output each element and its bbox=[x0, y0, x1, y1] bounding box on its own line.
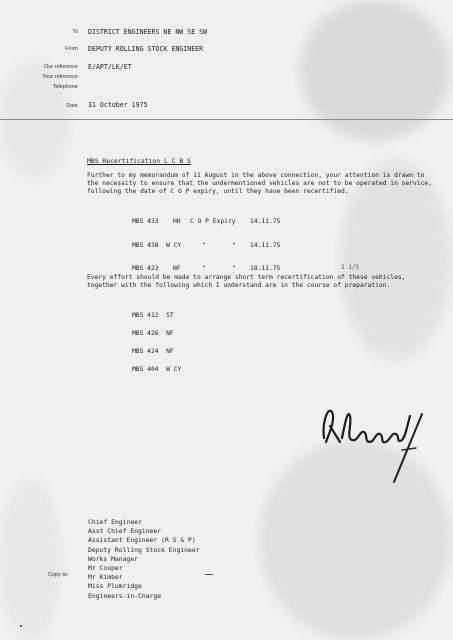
vehicle-depot: NF bbox=[166, 330, 174, 337]
signature-icon bbox=[318, 392, 430, 484]
pen-mark bbox=[205, 574, 213, 575]
our-reference-value: E/APT/LK/ET bbox=[88, 63, 132, 71]
vehicle-depot: W CY bbox=[166, 366, 182, 373]
scan-noise bbox=[0, 480, 60, 640]
list-item bbox=[132, 348, 181, 366]
list-item: Mr Kimber bbox=[88, 573, 123, 582]
handwritten-note: 2 1/5 bbox=[341, 264, 360, 271]
vehicle-id: MBS 423 bbox=[132, 265, 159, 272]
list-item: Engineers-in-Charge bbox=[88, 591, 162, 600]
vehicle-id: MBS 433 bbox=[132, 218, 159, 225]
expiry-date: 14.11.75 bbox=[250, 218, 281, 225]
paragraph-2: Every effort should be made to arrange short term recertification of these vehicles, together with the following which I understand are in the course of preparation. bbox=[87, 274, 406, 289]
vehicle-id: MBS 426 bbox=[132, 330, 159, 337]
paragraph-1: Further to my memorandum of 11 August in the above connection, your attention is drawn to the necessity to ensure that the undermentioned vehicles are not to be operated in service, following the date of C O P expiry, until they have been recertified. bbox=[87, 172, 432, 195]
vehicle-depot: NF bbox=[166, 348, 174, 355]
to-value: DISTRICT ENGINEERS NE NW SE SW bbox=[88, 28, 208, 36]
subject-line: MBS Recertification L C B S bbox=[87, 157, 191, 165]
list-item: Asst Chief Engineer bbox=[88, 527, 162, 536]
list-item: Deputy Rolling Stock Engineer bbox=[88, 545, 200, 554]
header-divider bbox=[0, 119, 453, 120]
our-reference-label: Our reference bbox=[44, 64, 78, 70]
cop-expiry-label: C O P Expiry bbox=[190, 218, 236, 225]
distribution-list bbox=[88, 518, 200, 601]
date-label: Date bbox=[66, 103, 78, 109]
list-item: Assistant Engineer (R S & P) bbox=[88, 536, 196, 545]
list-item bbox=[132, 330, 181, 348]
vehicle-recert-list bbox=[132, 312, 181, 384]
expiry-date: 18.11.75 bbox=[250, 265, 281, 272]
from-value: DEPUTY ROLLING STOCK ENGINEER bbox=[88, 45, 204, 53]
ditto-mark: " bbox=[202, 242, 206, 249]
your-reference-label: Your reference bbox=[42, 74, 78, 80]
ditto-mark: " bbox=[202, 265, 206, 272]
vehicle-depot: HH bbox=[173, 218, 181, 225]
vehicle-id: MBS 438 bbox=[132, 242, 159, 249]
list-item bbox=[132, 312, 181, 330]
list-item: Mr Couper bbox=[88, 564, 123, 573]
vehicle-depot: ST bbox=[166, 312, 174, 319]
vehicle-depot: W CY bbox=[166, 242, 182, 249]
vehicle-id: MBS 424 bbox=[132, 348, 159, 355]
list-item: Works Manager bbox=[88, 554, 139, 563]
vehicle-id: MBS 412 bbox=[132, 312, 159, 319]
from-label: From bbox=[65, 46, 78, 52]
list-item: Chief Engineer bbox=[88, 518, 142, 526]
date-value: 31 October 1975 bbox=[88, 101, 148, 109]
list-item: Miss Plumridge bbox=[88, 582, 142, 591]
ditto-mark: " bbox=[232, 265, 236, 272]
vehicle-id: MBS 404 bbox=[132, 366, 159, 373]
vehicle-depot: NF bbox=[173, 265, 181, 272]
ditto-mark: " bbox=[232, 242, 236, 249]
telephone-label: Telephone bbox=[52, 84, 78, 90]
to-label: To bbox=[72, 29, 78, 35]
copy-to-label: Copy to: bbox=[48, 572, 69, 578]
list-item bbox=[132, 366, 181, 384]
expiry-date: 14.11.75 bbox=[250, 242, 281, 249]
scan-dot bbox=[20, 625, 22, 627]
